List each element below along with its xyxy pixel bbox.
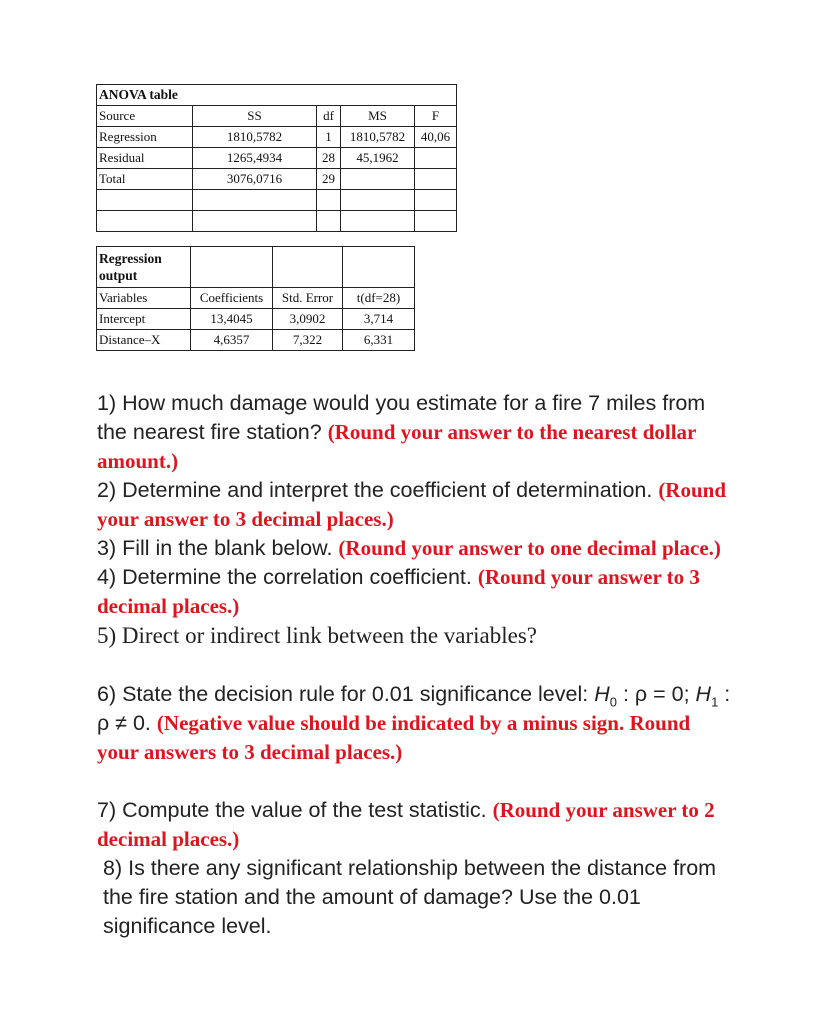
regression-cell: 3,714 [343, 309, 415, 330]
anova-cell: 3076,0716 [193, 169, 317, 190]
question-3-text: 3) Fill in the blank below. [97, 536, 333, 560]
anova-cell: 28 [317, 148, 341, 169]
table-row-empty [97, 190, 457, 211]
table-row [97, 330, 415, 351]
question-3-note: (Round your answer to one decimal place.) [338, 536, 721, 560]
question-8-text: 8) Is there any significant relationship between the distance from the fire station and the amount of damage? Use the 0.01 significance level. [103, 856, 717, 938]
anova-header-ss: SS [193, 106, 317, 127]
question-6-text: 6) State the decision rule for 0.01 significance level: [97, 682, 589, 706]
question-4-text: 4) Determine the correlation coefficient. [97, 565, 472, 589]
anova-header-row [97, 106, 457, 127]
regression-cell: 4,6357 [191, 330, 273, 351]
anova-cell: 29 [317, 169, 341, 190]
regression-cell: Intercept [97, 309, 191, 330]
regression-table [96, 246, 415, 351]
question-2 [97, 476, 737, 534]
table-row [97, 127, 457, 148]
question-6-note: (Negative value should be indicated by a minus sign. Round your answers to 3 decimal places.) [97, 711, 691, 764]
question-2-note: (Round your answer to 3 decimal places.) [97, 478, 727, 531]
hypothesis-h0-symbol: H [594, 682, 610, 706]
regression-cell: 7,322 [273, 330, 343, 351]
hypothesis-h0-subscript: 0 [609, 694, 617, 710]
regression-header-coefficients: Coefficients [191, 288, 273, 309]
regression-cell: Distance–X [97, 330, 191, 351]
hypothesis-h1-subscript: 1 [711, 694, 719, 710]
anova-cell: 1810,5782 [193, 127, 317, 148]
table-row-empty [97, 211, 457, 232]
regression-cell: 13,4045 [191, 309, 273, 330]
table-row [97, 148, 457, 169]
anova-cell: 1810,5782 [341, 127, 415, 148]
anova-cell: Regression [97, 127, 193, 148]
question-7 [97, 796, 737, 854]
question-1-note: (Round your answer to the nearest dollar amount.) [97, 420, 696, 473]
question-1 [97, 389, 737, 476]
question-4-note: (Round your answer to 3 decimal places.) [97, 565, 700, 618]
regression-cell: 6,331 [343, 330, 415, 351]
question-1-text: 1) How much damage would you estimate for a fire 7 miles from the nearest fire station? [97, 391, 706, 444]
anova-cell: 40,06 [415, 127, 457, 148]
questions-block [97, 389, 737, 941]
regression-title: Regression output [97, 247, 191, 288]
hypothesis-h1-rest: : ρ ≠ 0. [97, 682, 731, 735]
question-3 [97, 534, 737, 563]
anova-cell [341, 169, 415, 190]
question-6 [97, 680, 737, 767]
question-7-note: (Round your answer to 2 decimal places.) [97, 798, 715, 851]
table-row [97, 169, 457, 190]
anova-header-f: F [415, 106, 457, 127]
anova-cell: Residual [97, 148, 193, 169]
question-7-text: 7) Compute the value of the test statistic. [97, 798, 487, 822]
hypothesis-h0-rest: : ρ = 0; [622, 682, 690, 706]
regression-header-t: t(df=28) [343, 288, 415, 309]
regression-header-std-error: Std. Error [273, 288, 343, 309]
anova-header-ms: MS [341, 106, 415, 127]
anova-header-source: Source [97, 106, 193, 127]
anova-header-df: df [317, 106, 341, 127]
question-2-text: 2) Determine and interpret the coefficient of determination. [97, 478, 653, 502]
question-5 [97, 621, 737, 651]
table-row [97, 309, 415, 330]
anova-cell: 1265,4934 [193, 148, 317, 169]
anova-table [96, 84, 457, 232]
question-5-text: 5) Direct or indirect link between the variables? [97, 623, 538, 648]
hypothesis-h1-symbol: H [695, 682, 712, 706]
question-8 [97, 854, 737, 941]
anova-cell: 45,1962 [341, 148, 415, 169]
anova-cell: 1 [317, 127, 341, 148]
anova-cell: Total [97, 169, 193, 190]
regression-header-row [97, 288, 415, 309]
anova-cell [415, 169, 457, 190]
regression-cell: 3,0902 [273, 309, 343, 330]
anova-cell [415, 148, 457, 169]
anova-title: ANOVA table [97, 85, 457, 106]
question-4 [97, 563, 737, 621]
regression-header-variables: Variables [97, 288, 191, 309]
